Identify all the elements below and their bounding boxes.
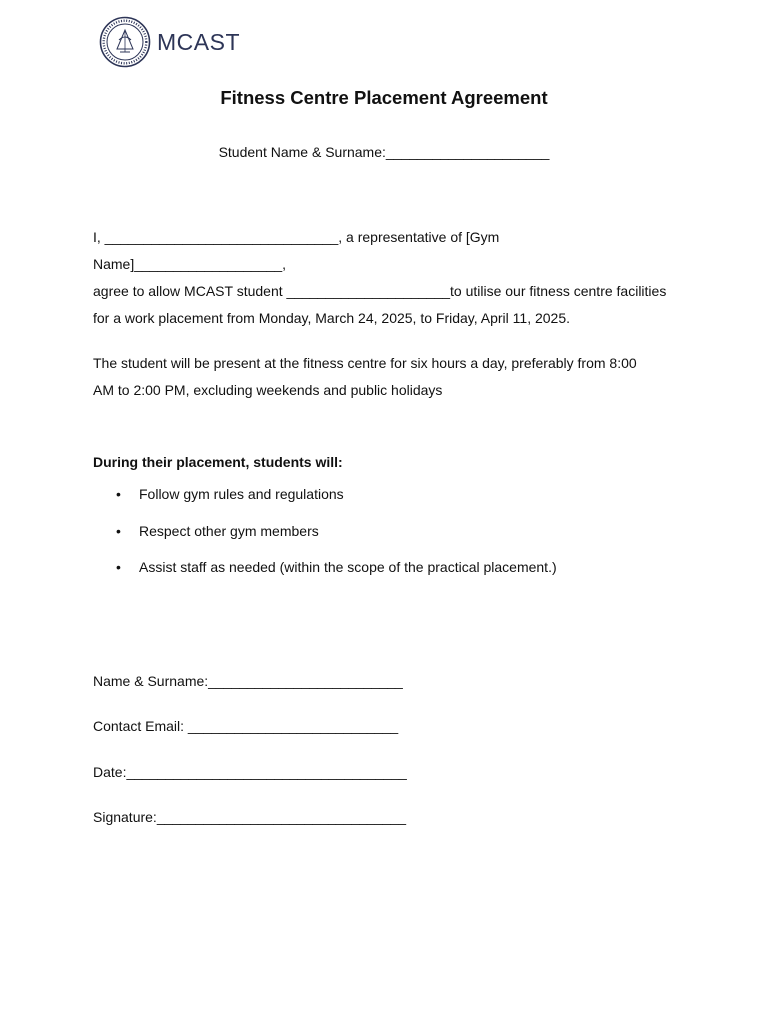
agreement-line: for a work placement from Monday, March 24, 2025, to Friday, April 11, 2025. bbox=[93, 310, 571, 326]
name-surname-field: Name & Surname:_________________________ bbox=[93, 673, 403, 689]
list-item bbox=[93, 486, 557, 523]
duties-list bbox=[93, 486, 557, 596]
signature-field: Signature:________________________________ bbox=[93, 809, 406, 825]
bullet-icon: • bbox=[116, 522, 121, 539]
schedule-paragraph bbox=[93, 350, 693, 404]
duty-text: Respect other gym members bbox=[139, 522, 319, 539]
duties-heading: During their placement, students will: bbox=[93, 454, 343, 470]
document-title: Fitness Centre Placement Agreement bbox=[220, 87, 548, 108]
bullet-icon: • bbox=[116, 486, 121, 502]
bullet-icon: • bbox=[116, 559, 121, 575]
mcast-logo bbox=[99, 16, 240, 68]
schedule-line: The student will be present at the fitness centre for six hours a day, preferably from 8:00 bbox=[93, 355, 637, 371]
date-field: Date:____________________________________ bbox=[93, 764, 407, 780]
mcast-seal-icon bbox=[99, 16, 151, 68]
logo-wordmark: MCAST bbox=[157, 28, 240, 55]
agreement-line: agree to allow MCAST student _____________________to utilise our fitness centre facilities bbox=[93, 283, 667, 299]
agreement-line: I, ______________________________, a representative of [Gym Name]___________________, bbox=[93, 229, 500, 272]
schedule-line: AM to 2:00 PM, excluding weekends and public holidays bbox=[93, 382, 443, 398]
duty-text: Follow gym rules and regulations bbox=[139, 486, 344, 502]
list-item bbox=[93, 523, 557, 560]
list-item bbox=[93, 559, 557, 596]
contact-email-field: Contact Email: ___________________________ bbox=[93, 718, 399, 734]
student-name-field: Student Name & Surname:_____________________ bbox=[218, 144, 550, 160]
duty-text: Assist staff as needed (within the scope of the practical placement.) bbox=[139, 559, 557, 575]
agreement-paragraph bbox=[93, 224, 693, 332]
